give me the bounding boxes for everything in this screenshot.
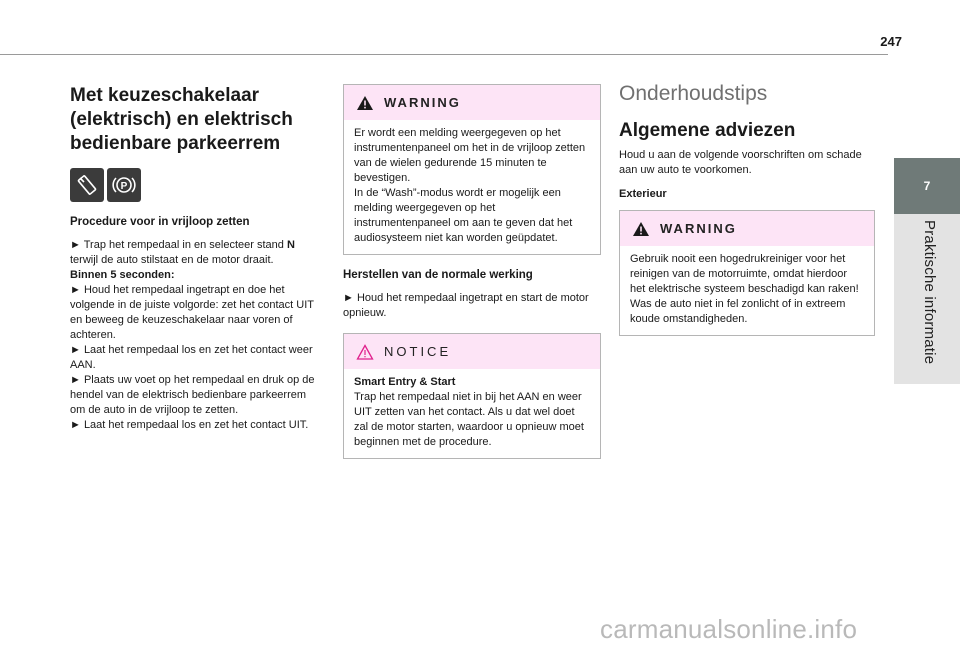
page-number: 247: [880, 34, 902, 49]
step-text: terwijl de auto stilstaat en de motor draait.: [70, 254, 274, 266]
general-advice-intro: Houd u aan de volgende voorschriften om schade aan uw auto te voorkomen.: [619, 149, 862, 176]
section-title-line: bedienbare parkeerrem: [70, 133, 281, 154]
notice-icon: [356, 344, 374, 360]
warning-body: [620, 246, 874, 335]
warning-text: In de “Wash”-modus wordt er mogelijk een melding weergegeven op het instrumentenpaneel om aan te geven dat het audiosysteem niet kan worden geüpdatet.: [354, 187, 573, 244]
within-5-seconds: Binnen 5 seconden:: [70, 269, 175, 281]
section-title: [70, 84, 320, 156]
procedure-heading: Procedure voor in vrijloop zetten: [70, 216, 250, 228]
warning-text: Er wordt een melding weergegeven op het instrumentenpaneel om het in de vrijloop zetten van de wielen gedurende 15 minuten te bevestigen.: [354, 127, 586, 184]
selector-lever-icon: [70, 168, 104, 202]
watermark: carmanualsonline.info: [600, 614, 858, 644]
restore-step: ► Houd het rempedaal ingetrapt en start de motor opnieuw.: [343, 292, 589, 319]
column-3: [619, 80, 875, 336]
step-text: ► Laat het rempedaal los en zet het contact UIT.: [70, 419, 309, 431]
parking-brake-icon: [107, 168, 141, 202]
section-title-line: Met keuzeschakelaar: [70, 85, 260, 106]
step-text: ► Houd het rempedaal ingetrapt en doe het volgende in de juiste volgorde: zet het contact UIT en beweeg de keuzeschakelaar naar voren of achteren.: [70, 284, 314, 341]
top-rule: [0, 54, 888, 55]
chapter-title: Praktische informatie: [921, 220, 938, 365]
notice-bold: Smart Entry & Start: [354, 376, 456, 388]
restore-heading: Herstellen van de normale werking: [343, 269, 533, 281]
section-title-line: (elektrisch) en elektrisch: [70, 109, 293, 130]
warning-box-exterior: [619, 210, 875, 336]
step-text: ► Laat het rempedaal los en zet het contact weer AAN.: [70, 344, 313, 371]
warning-text: Was de auto niet in fel zonlicht of in extreem koude omstandigheden.: [630, 298, 846, 325]
warning-header: [344, 85, 600, 120]
chapter-tab[interactable]: 7: [894, 158, 960, 214]
maintenance-title: Onderhoudstips: [619, 82, 768, 105]
warning-label: WARNING: [384, 95, 461, 110]
warning-icon: [632, 221, 650, 237]
column-1: [70, 80, 320, 433]
notice-label: NOTICE: [384, 344, 452, 359]
warning-header: [620, 211, 874, 246]
warning-body: [344, 120, 600, 254]
notice-header: [344, 334, 600, 369]
notice-text: Trap het rempedaal niet in bij het AAN en weer UIT zetten van het contact. Als u dat wel doet zal de motor starten, waardoor u opnieuw moet beginnen met de procedure.: [354, 391, 584, 448]
step-text: ► Plaats uw voet op het rempedaal en druk op de hendel van de elektrisch bedienbare parkeerrem om de auto in de vrijloop te zetten.: [70, 374, 315, 416]
column-2: [343, 84, 601, 459]
general-advice-title: Algemene adviezen: [619, 120, 796, 141]
warning-label: WARNING: [660, 221, 737, 236]
warning-icon: [356, 95, 374, 111]
icon-row: [70, 168, 320, 202]
step-1: [70, 238, 320, 433]
step-text: ► Trap het rempedaal in en selecteer stand: [70, 239, 287, 251]
svg-text:P: P: [120, 181, 128, 192]
warning-box: [343, 84, 601, 255]
warning-text: Gebruik nooit een hogedrukreiniger voor het reinigen van de motorruimte, omdat hierdoor het elektrische systeem beschadigd kan raken!: [630, 253, 859, 295]
gear-n: N: [286, 239, 295, 251]
notice-box: [343, 333, 601, 459]
exterior-heading: Exterieur: [619, 188, 667, 200]
notice-body: [344, 369, 600, 458]
